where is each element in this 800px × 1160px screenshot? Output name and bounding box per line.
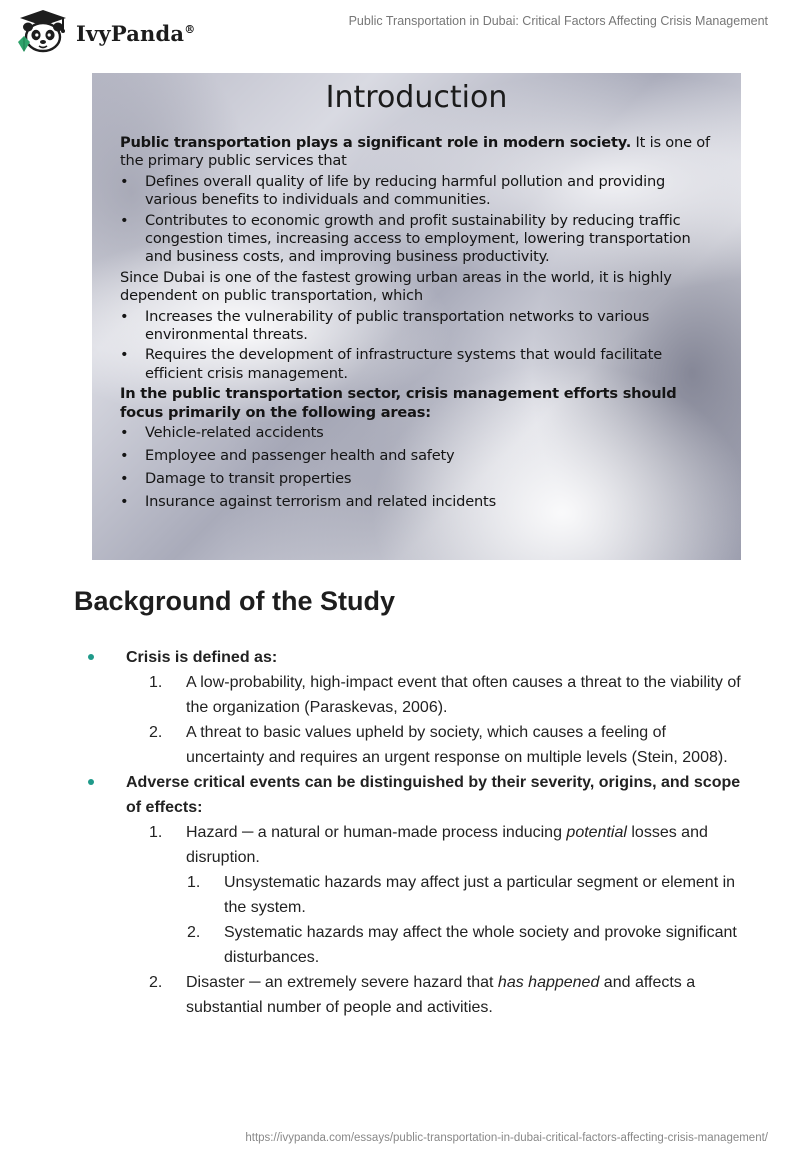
slide-body [120, 134, 720, 516]
numbered-item-hazard: 1. Hazard ─ a natural or human-made process inducing potential losses and disruption. 1. Unsystematic hazards may affect just a particular segment or element in the system. 2. Systematic hazards may affect the whole society and provoke significant disturbances. [186, 820, 744, 970]
source-url-link[interactable]: https://ivypanda.com/essays/public-transportation-in-dubai-critical-factors-affecting-crisis-management/ [245, 1132, 768, 1144]
numbered-item: 2. Systematic hazards may affect the whole society and provoke significant disturbances. [187, 924, 737, 966]
numbered-list [126, 820, 744, 1020]
slide-bullet: • Damage to transit properties [120, 470, 352, 488]
list-item-crisis-definition [84, 645, 744, 770]
document-title: Public Transportation in Dubai: Critical Factors Affecting Crisis Management [348, 14, 768, 28]
page-header [0, 0, 800, 60]
introduction-slide-image [92, 73, 741, 560]
slide-bullet: • Requires the development of infrastructure systems that would facilitate efficient crisis management. [120, 346, 662, 382]
slide-bullet: • Increases the vulnerability of public transportation networks to various environmental threats. [120, 307, 650, 344]
numbered-item: 1. Unsystematic hazards may affect just a particular segment or element in the system. [187, 874, 736, 916]
bullet-dot-icon [88, 654, 94, 660]
background-content [84, 645, 744, 1020]
list-item-label: Crisis is defined as: [126, 649, 278, 666]
brand-name: IvyPanda® [76, 20, 196, 46]
slide-list-2 [120, 308, 720, 384]
numbered-list [126, 670, 744, 770]
numbered-item-disaster: 2. Disaster ─ an extremely severe hazard that has happened and affects a substantial number of people and activities. [149, 974, 696, 1016]
list-item-label: Adverse critical events can be distinguished by their severity, origins, and scope of effects: [126, 774, 741, 816]
slide-list-3 [120, 424, 720, 511]
panda-graduate-icon [14, 8, 72, 54]
nested-numbered-list [186, 870, 744, 970]
slide-list-1 [120, 173, 720, 267]
slide-title: Introduction [325, 80, 508, 115]
slide-bullet: • Contributes to economic growth and profit sustainability by reducing traffic congestion times, increasing access to employment, lowering transportation and business costs, and improving business productivity. [120, 211, 691, 266]
slide-bullet: • Employee and passenger health and safety [120, 447, 455, 465]
numbered-item: 2. A threat to basic values upheld by society, which causes a feeling of uncertainty and requires an urgent response on multiple levels (Stein, 2008). [149, 724, 728, 766]
slide-bullet: • Vehicle-related accidents [120, 424, 324, 442]
slide-bullet: • Insurance against terrorism and related incidents [120, 493, 496, 511]
slide-paragraph-2: Since Dubai is one of the fastest growing urban areas in the world, it is highly dependent on public transportation, which [120, 268, 672, 305]
list-item-adverse-events [84, 770, 744, 1020]
numbered-item: 1. A low-probability, high-impact event that often causes a threat to the viability of the organization (Paraskevas, 2006). [149, 674, 741, 716]
section-heading: Background of the Study [74, 586, 396, 616]
ivypanda-logo[interactable] [14, 8, 195, 54]
slide-paragraph-1: Public transportation plays a significant role in modern society. It is one of the primary public services that [120, 134, 710, 170]
slide-bullet: • Defines overall quality of life by reducing harmful pollution and providing various benefits to individuals and communities. [120, 172, 666, 209]
slide-paragraph-3: In the public transportation sector, crisis management efforts should focus primarily on the following areas: [120, 385, 677, 421]
bullet-dot-icon [88, 779, 94, 785]
